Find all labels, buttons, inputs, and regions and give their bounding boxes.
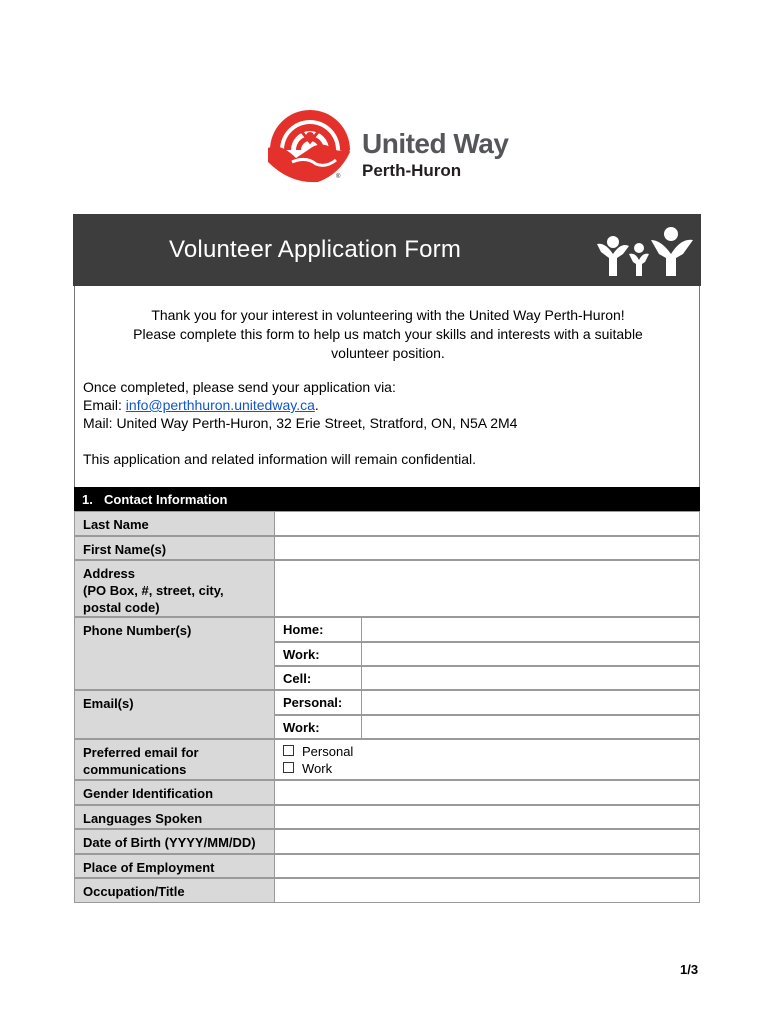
form-title-banner: [73, 214, 701, 286]
checkbox-personal[interactable]: [283, 745, 294, 756]
table-row: [74, 739, 700, 780]
pref-work-option[interactable]: Work: [283, 760, 691, 777]
page-title: Volunteer Application Form: [169, 236, 462, 263]
confidential-note: This application and related information will remain confidential.: [83, 451, 476, 467]
emails-label: Email(s): [74, 690, 275, 739]
logo-wordmark: United Way: [362, 128, 509, 159]
pref-personal-option[interactable]: Personal: [283, 743, 691, 760]
table-row: [74, 878, 700, 903]
table-row: [74, 617, 700, 642]
volunteers-people-icon: [595, 224, 695, 280]
table-row: [74, 715, 700, 739]
email-link[interactable]: info@perthhuron.unitedway.ca: [125, 397, 315, 413]
email-work-field[interactable]: [362, 715, 700, 739]
last-name-field[interactable]: [275, 511, 700, 536]
page-number: 1/3: [680, 962, 699, 977]
languages-label: Languages Spoken: [74, 805, 275, 829]
last-name-label: Last Name: [74, 511, 275, 536]
table-row: [74, 690, 700, 715]
checkbox-work[interactable]: [283, 762, 294, 773]
phone-home-label: Home:: [275, 617, 362, 642]
email-work-label: Work:: [275, 715, 362, 739]
phone-cell-field[interactable]: [362, 666, 700, 690]
intro-thanks: Thank you for your interest in volunteering with the United Way Perth-Huron! Please complete this form to help us match your skills and interests with a suitable volunteer position.: [133, 307, 643, 361]
table-row: [74, 642, 700, 666]
phone-work-label: Work:: [275, 642, 362, 666]
preferred-email-label: Preferred email for communications: [74, 739, 275, 780]
employment-field[interactable]: [275, 854, 700, 878]
table-row: [74, 805, 700, 829]
phone-cell-label: Cell:: [275, 666, 362, 690]
table-row: [74, 854, 700, 878]
occupation-field[interactable]: [275, 878, 700, 903]
first-name-label: First Name(s): [74, 536, 275, 560]
logo-region: Perth-Huron: [362, 161, 462, 180]
table-row: [74, 666, 700, 690]
section-heading-contact: 1. Contact Information: [74, 487, 700, 511]
address-label: Address (PO Box, #, street, city, postal code): [74, 560, 275, 617]
email-personal-field[interactable]: [362, 690, 700, 715]
employment-label: Place of Employment: [74, 854, 275, 878]
table-row: [74, 511, 700, 536]
dob-label: Date of Birth (YYYY/MM/DD): [74, 829, 275, 854]
email-line: Email: info@perthhuron.unitedway.ca.: [83, 397, 319, 413]
gender-label: Gender Identification: [74, 780, 275, 805]
languages-field[interactable]: [275, 805, 700, 829]
svg-text:®: ®: [336, 174, 341, 180]
gender-field[interactable]: [275, 780, 700, 805]
table-row: [74, 780, 700, 805]
table-row: [74, 829, 700, 854]
phone-home-field[interactable]: [362, 617, 700, 642]
table-row: [74, 560, 700, 617]
phone-work-field[interactable]: [362, 642, 700, 666]
address-field[interactable]: [275, 560, 700, 617]
first-name-field[interactable]: [275, 536, 700, 560]
send-instructions: Once completed, please send your application via:: [83, 379, 396, 395]
dob-field[interactable]: [275, 829, 700, 854]
preferred-email-options: [275, 739, 700, 780]
occupation-label: Occupation/Title: [74, 878, 275, 903]
email-personal-label: Personal:: [275, 690, 362, 715]
intro-section: [74, 286, 700, 487]
table-row: [74, 536, 700, 560]
phone-numbers-label: Phone Number(s): [74, 617, 275, 690]
mail-line: Mail: United Way Perth-Huron, 32 Erie Street, Stratford, ON, N5A 2M4: [83, 415, 518, 431]
